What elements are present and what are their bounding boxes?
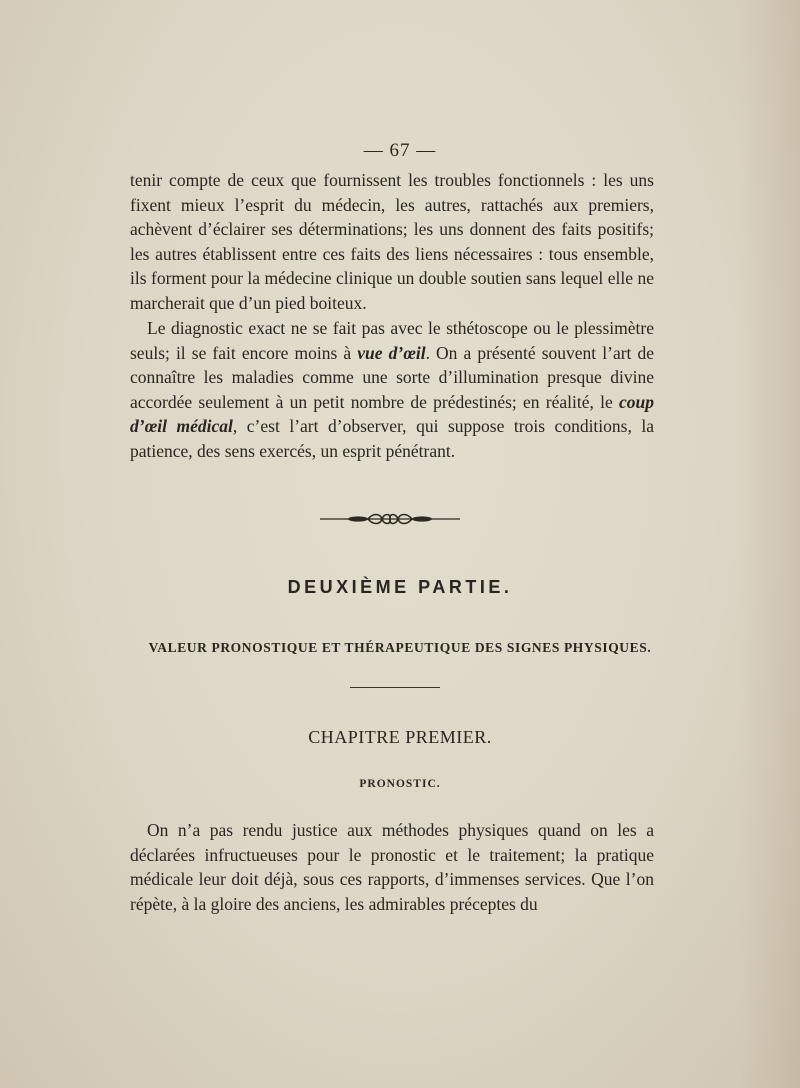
divider-rule <box>350 687 440 688</box>
text-segment: Le diagnostic exact ne se fait pas avec le sthétoscope ou le plessimètre seuls; il se fait encore moins à <box>130 318 654 363</box>
part-title: DEUXIÈME PARTIE. <box>287 577 513 597</box>
paragraph-pronostic <box>130 818 654 916</box>
paragraph-diagnostic <box>130 316 654 464</box>
emphasis-vue-doeil: vue d’œil <box>357 342 426 363</box>
part-subtitle: VALEUR PRONOSTIQUE ET THÉRAPEUTIQUE DES SIGNES PHYSIQUES. <box>148 640 652 655</box>
section-title: PRONOSTIC. <box>359 778 441 790</box>
text-segment: . On a présenté souvent l’art de connaître les maladies comme une sorte d’illumination presque divine accordée seulement à un petit nombre de prédestinés; en réalité, le <box>130 342 655 412</box>
paragraph-text: tenir compte de ceux que fournissent les troubles fonctionnels : les uns fixent mieux l’esprit du médecin, les autres, rattachés aux premiers, achèvent d’éclairer ses déterminations; les uns donnent des faits positifs; les autres établissent entre ces faits des liens nécessaires : tous ensemble, ils forment pour la médecine clinique un double soutien sans lequel elle ne marcherait que d’un pied boiteux. <box>130 170 654 313</box>
chapter-title: CHAPITRE PREMIER. <box>308 727 492 747</box>
paragraph-text: On n’a pas rendu justice aux méthodes physiques quand on les a déclarées infructueuses pour le pronostic et le traitement; la pratique médicale leur doit déjà, sous ces rapports, d’immenses services. Que l’on répète, à la gloire des anciens, les admirables préceptes du <box>130 820 654 914</box>
text-segment: , c’est l’art d’observer, qui suppose trois conditions, la patience, des sens exercés, un esprit pénétrant. <box>130 416 655 461</box>
paragraph-text <box>130 316 654 464</box>
ornament-divider <box>318 512 462 526</box>
paragraph-continued <box>130 168 654 316</box>
page-number: — 67 — <box>363 140 437 161</box>
emphasis-coup-doeil: coup d’œil médical <box>130 391 654 437</box>
page-shadow <box>740 0 800 1088</box>
